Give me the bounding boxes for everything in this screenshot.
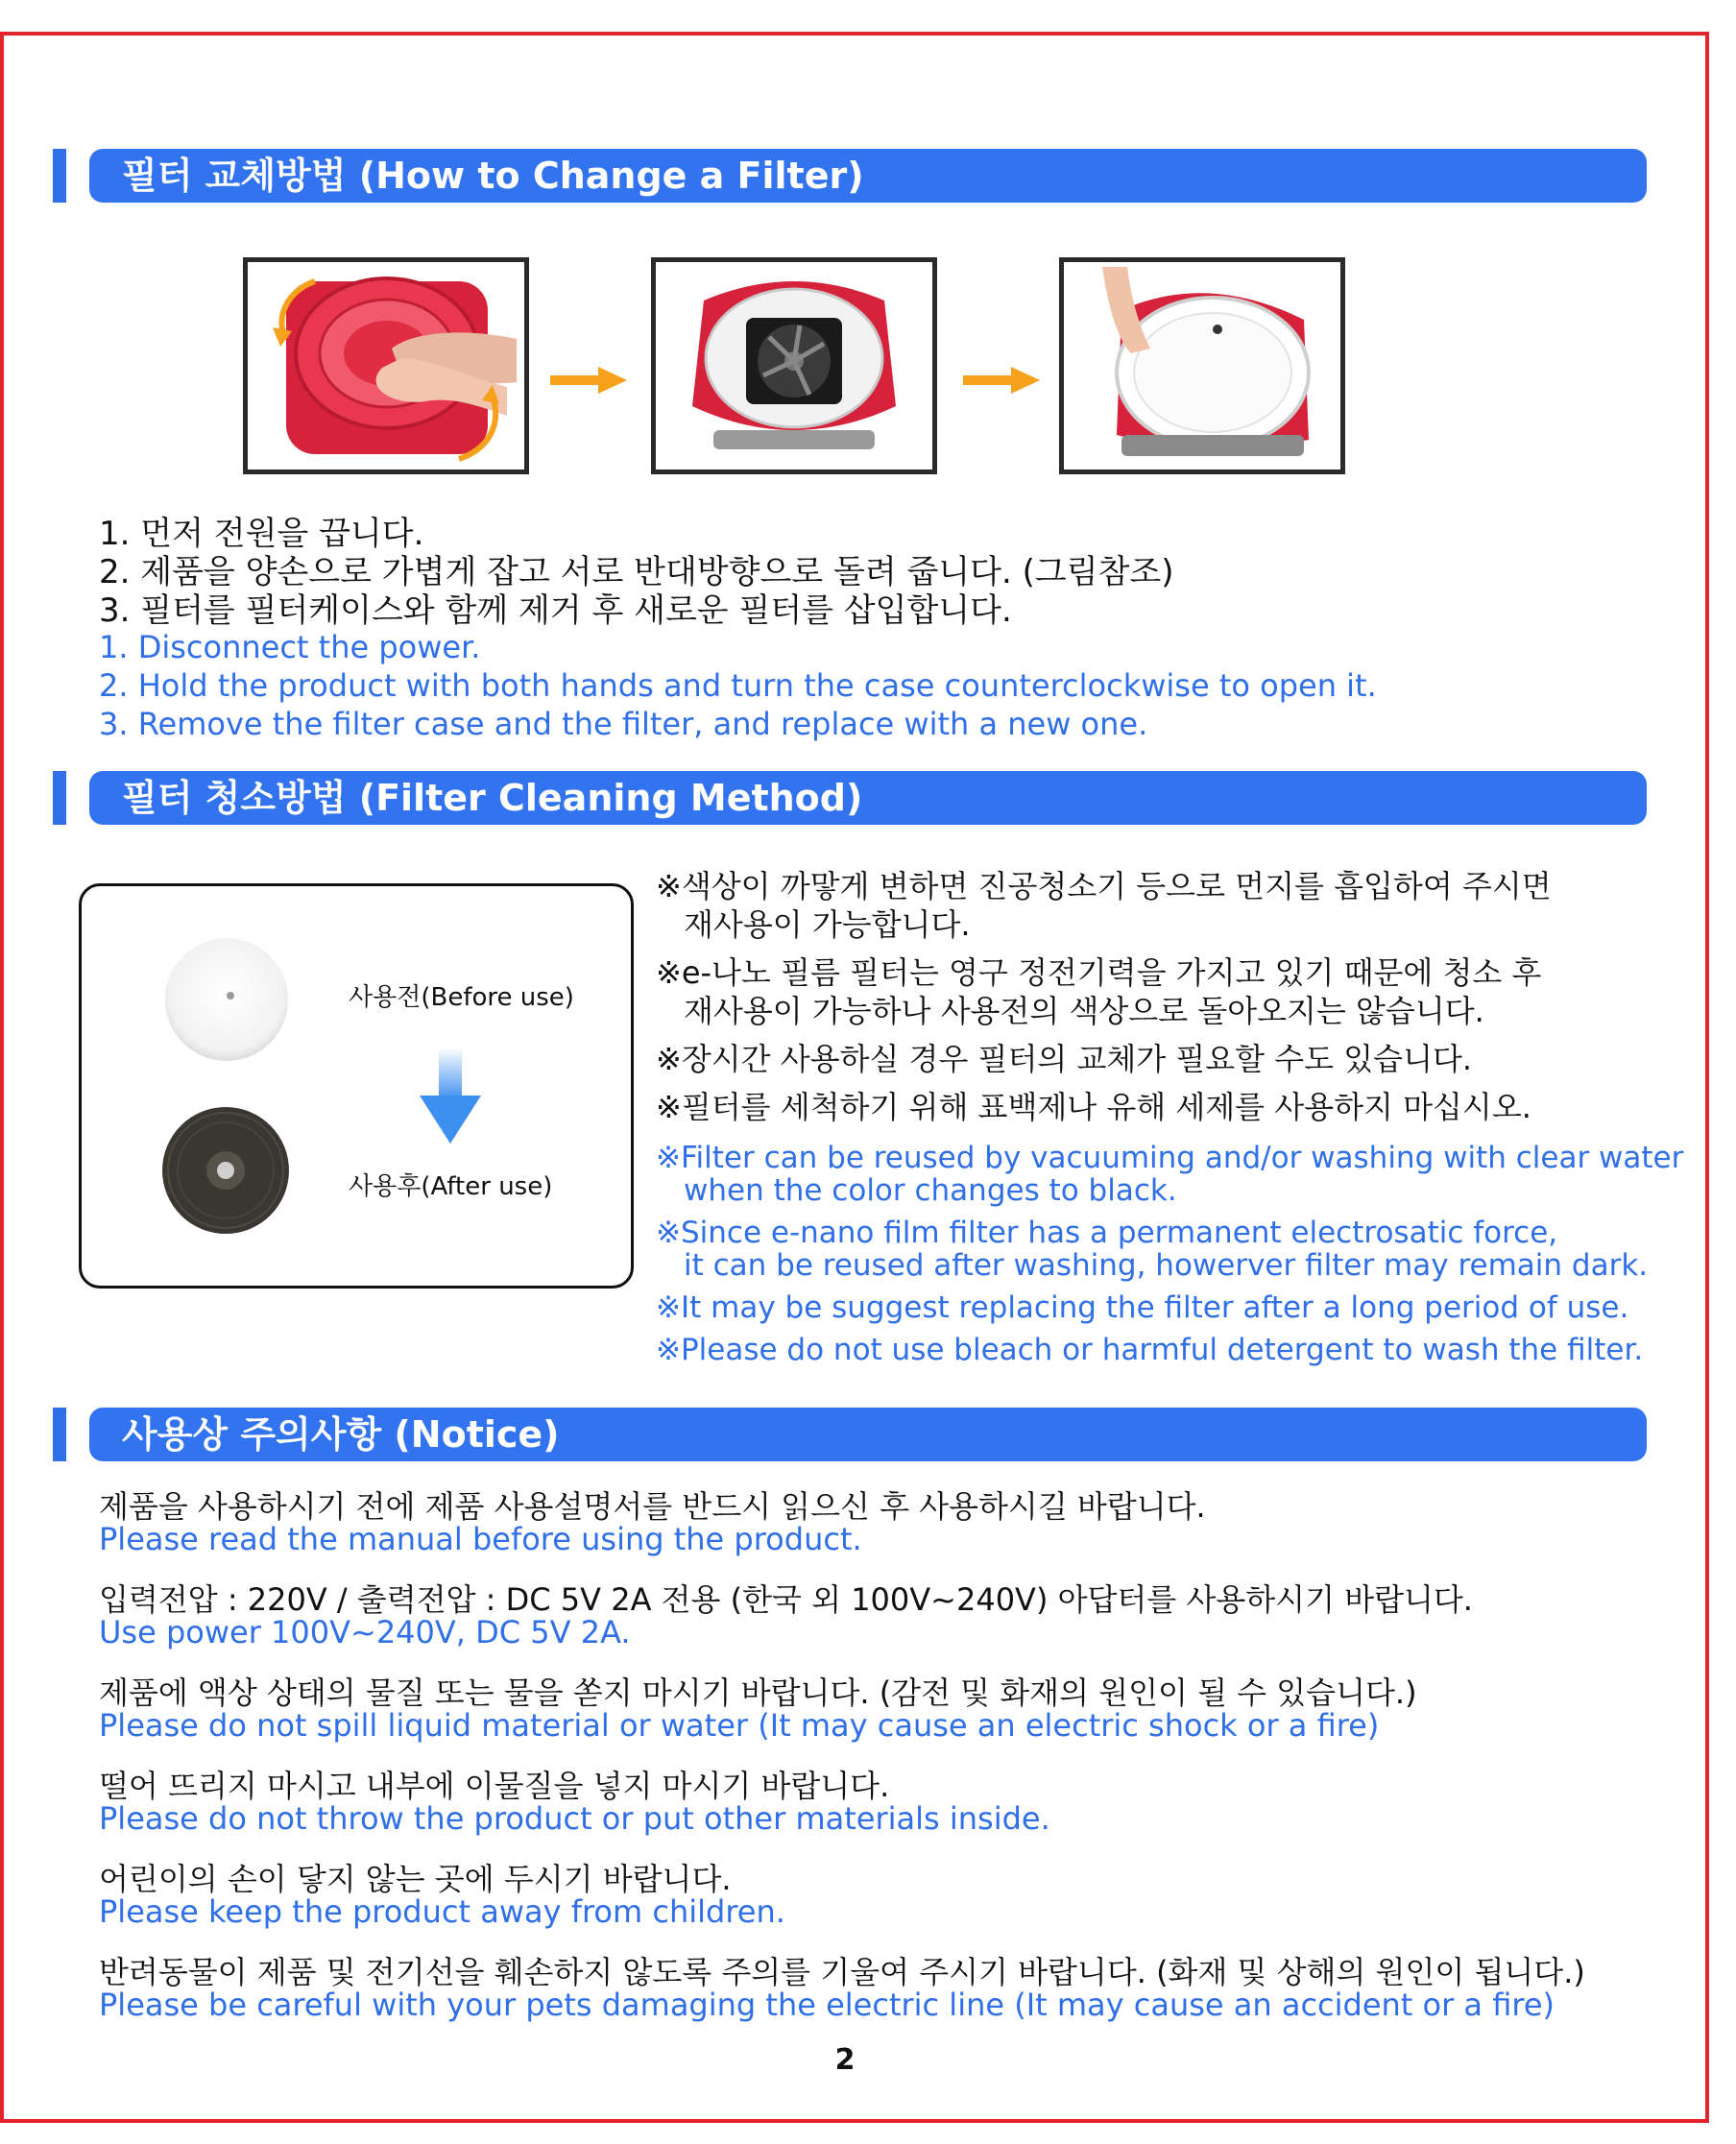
step-en-3: 3. Remove the filter case and the filter, and replace with a new one. bbox=[99, 706, 1148, 742]
note-ko-2: ※e-나노 필름 필터는 영구 정전기력을 가지고 있기 때문에 청소 후 bbox=[656, 954, 1542, 991]
notice-ko-6: 반려동물이 제품 및 전기선을 훼손하지 않도록 주의를 기울여 주시기 바랍니다. (화재 및 상해의 원인이 됩니다.) bbox=[99, 1954, 1585, 1990]
clean-filter-image bbox=[163, 936, 290, 1063]
notice-ko-3: 제품에 액상 상태의 물질 또는 물을 쏟지 마시기 바랍니다. (감전 및 화재의 원인이 될 수 있습니다.) bbox=[99, 1674, 1417, 1711]
page-number: 2 bbox=[834, 2043, 856, 2077]
section-marker bbox=[53, 149, 66, 203]
notice-en-3: Please do not spill liquid material or water (It may cause an electric shock or a fire) bbox=[99, 1707, 1380, 1744]
notice-ko-5: 어린이의 손이 닿지 않는 곳에 두시기 바랍니다. bbox=[99, 1861, 732, 1897]
arrow-right-icon bbox=[550, 367, 627, 394]
step-ko-1: 1. 먼저 전원을 끕니다. bbox=[99, 515, 424, 553]
note-en-2: ※Since e-nano film filter has a permanent electrosatic force, bbox=[656, 1216, 1558, 1250]
note-en-1b: when the color changes to black. bbox=[684, 1173, 1177, 1208]
note-en-3: ※It may be suggest replacing the filter after a long period of use. bbox=[656, 1290, 1629, 1325]
step-photo-twist bbox=[243, 257, 529, 474]
arrow-right-icon bbox=[963, 367, 1040, 394]
section-marker bbox=[53, 1408, 66, 1461]
notice-ko-4: 떨어 뜨리지 마시고 내부에 이물질을 넣지 마시기 바랍니다. bbox=[99, 1768, 890, 1804]
step-en-1: 1. Disconnect the power. bbox=[99, 629, 481, 665]
note-ko-1b: 재사용이 가능합니다. bbox=[684, 906, 971, 943]
note-ko-4: ※필터를 세척하기 위해 표백제나 유해 세제를 사용하지 마십시오. bbox=[656, 1089, 1531, 1125]
notice-en-4: Please do not throw the product or put other materials inside. bbox=[99, 1800, 1050, 1837]
notice-en-2: Use power 100V~240V, DC 5V 2A. bbox=[99, 1614, 631, 1650]
note-ko-3: ※장시간 사용하실 경우 필터의 교체가 필요할 수도 있습니다. bbox=[656, 1041, 1473, 1077]
section-header-filter-change bbox=[53, 149, 1647, 203]
down-arrow-icon bbox=[420, 1048, 481, 1144]
section-title: 필터 교체방법 (How to Change a Filter) bbox=[89, 149, 1647, 203]
filter-comparison-box bbox=[79, 883, 634, 1289]
before-use-label: 사용전(Before use) bbox=[349, 983, 574, 1012]
note-ko-2b: 재사용이 가능하나 사용전의 색상으로 돌아오지는 않습니다. bbox=[684, 993, 1484, 1029]
notice-ko-1: 제품을 사용하시기 전에 제품 사용설명서를 반드시 읽으신 후 사용하시길 바랍니다. bbox=[99, 1488, 1206, 1525]
notice-ko-2: 입력전압 : 220V / 출력전압 : DC 5V 2A 전용 (한국 외 100V~240V) 아답터를 사용하시기 바랍니다. bbox=[99, 1581, 1473, 1618]
section-title: 필터 청소방법 (Filter Cleaning Method) bbox=[89, 771, 1647, 825]
notice-en-6: Please be careful with your pets damaging the electric line (It may cause an accident or a fire) bbox=[99, 1987, 1555, 2023]
section-title: 사용상 주의사항 (Notice) bbox=[89, 1408, 1647, 1461]
note-ko-1: ※색상이 까맣게 변하면 진공청소기 등으로 먼지를 흡입하여 주시면 bbox=[656, 868, 1552, 904]
after-use-label: 사용후(After use) bbox=[349, 1172, 553, 1201]
step-ko-2: 2. 제품을 양손으로 가볍게 잡고 서로 반대방향으로 돌려 줍니다. (그림참조) bbox=[99, 553, 1174, 591]
section-header-filter-cleaning bbox=[53, 771, 1647, 825]
step-photo-remove-filter bbox=[1059, 257, 1345, 474]
note-en-1: ※Filter can be reused by vacuuming and/or washing with clear water bbox=[656, 1141, 1684, 1175]
note-en-4: ※Please do not use bleach or harmful detergent to wash the filter. bbox=[656, 1333, 1644, 1367]
notice-en-1: Please read the manual before using the product. bbox=[99, 1521, 862, 1557]
section-header-notice bbox=[53, 1408, 1647, 1461]
notice-en-5: Please keep the product away from children. bbox=[99, 1893, 785, 1930]
note-en-2b: it can be reused after washing, howerver filter may remain dark. bbox=[684, 1248, 1649, 1283]
used-filter-image bbox=[160, 1105, 291, 1236]
section-marker bbox=[53, 771, 66, 825]
step-photo-open bbox=[651, 257, 937, 474]
step-ko-3: 3. 필터를 필터케이스와 함께 제거 후 새로운 필터를 삽입합니다. bbox=[99, 591, 1012, 630]
step-en-2: 2. Hold the product with both hands and turn the case counterclockwise to open it. bbox=[99, 667, 1377, 704]
